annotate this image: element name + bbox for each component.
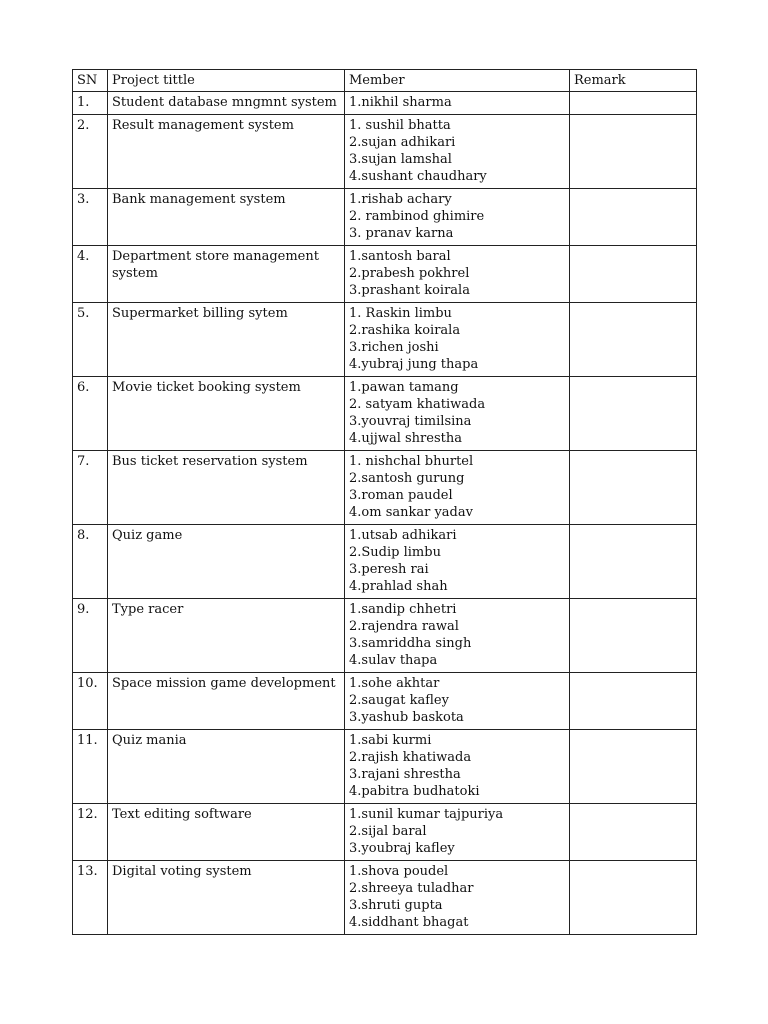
cell-remark bbox=[570, 246, 697, 303]
cell-members bbox=[345, 189, 570, 246]
cell-members bbox=[345, 92, 570, 115]
member-name: 3.richen joshi bbox=[349, 340, 439, 355]
member-name: 1. sushil bhatta bbox=[349, 118, 451, 133]
member-name: 3.roman paudel bbox=[349, 488, 453, 503]
member-name: 4.om sankar yadav bbox=[349, 505, 473, 520]
cell-sn: 5. bbox=[73, 303, 108, 377]
member-name: 2.sijal baral bbox=[349, 824, 427, 839]
header-sn: SN bbox=[73, 70, 108, 92]
cell-sn: 6. bbox=[73, 377, 108, 451]
member-name: 3.rajani shrestha bbox=[349, 767, 461, 782]
project-table bbox=[72, 69, 697, 935]
cell-remark bbox=[570, 804, 697, 861]
member-name: 3.prashant koirala bbox=[349, 283, 470, 298]
member-name: 3. pranav karna bbox=[349, 226, 454, 241]
cell-project-title: Space mission game development bbox=[108, 673, 345, 730]
cell-members bbox=[345, 673, 570, 730]
table-header-row bbox=[73, 70, 697, 92]
member-name: 1.utsab adhikari bbox=[349, 528, 457, 543]
member-name: 1. nishchal bhurtel bbox=[349, 454, 474, 469]
table-row bbox=[73, 377, 697, 451]
cell-project-title: Quiz game bbox=[108, 525, 345, 599]
cell-remark bbox=[570, 115, 697, 189]
cell-remark bbox=[570, 525, 697, 599]
table-row bbox=[73, 303, 697, 377]
member-name: 3.yashub baskota bbox=[349, 710, 464, 725]
cell-members bbox=[345, 599, 570, 673]
member-name: 1.sandip chhetri bbox=[349, 602, 457, 617]
member-name: 1.shova poudel bbox=[349, 864, 449, 879]
table-row bbox=[73, 804, 697, 861]
cell-remark bbox=[570, 303, 697, 377]
cell-sn: 12. bbox=[73, 804, 108, 861]
table-row bbox=[73, 525, 697, 599]
member-name: 4.sushant chaudhary bbox=[349, 169, 487, 184]
member-name: 2.Sudip limbu bbox=[349, 545, 441, 560]
cell-project-title: Department store management system bbox=[108, 246, 345, 303]
cell-members bbox=[345, 377, 570, 451]
member-name: 4.pabitra budhatoki bbox=[349, 784, 480, 799]
member-name: 2. rambinod ghimire bbox=[349, 209, 485, 224]
cell-members bbox=[345, 451, 570, 525]
cell-remark bbox=[570, 599, 697, 673]
cell-remark bbox=[570, 377, 697, 451]
header-project-title: Project tittle bbox=[108, 70, 345, 92]
member-name: 3.shruti gupta bbox=[349, 898, 443, 913]
member-name: 1.nikhil sharma bbox=[349, 95, 452, 110]
member-name: 2.prabesh pokhrel bbox=[349, 266, 470, 281]
cell-members bbox=[345, 303, 570, 377]
cell-project-title: Quiz mania bbox=[108, 730, 345, 804]
cell-project-title: Movie ticket booking system bbox=[108, 377, 345, 451]
header-member: Member bbox=[345, 70, 570, 92]
table-row bbox=[73, 189, 697, 246]
cell-project-title: Bank management system bbox=[108, 189, 345, 246]
cell-project-title: Result management system bbox=[108, 115, 345, 189]
cell-sn: 4. bbox=[73, 246, 108, 303]
member-name: 3.youbraj kafley bbox=[349, 841, 455, 856]
table-row bbox=[73, 92, 697, 115]
cell-members bbox=[345, 246, 570, 303]
member-name: 3.sujan lamshal bbox=[349, 152, 452, 167]
cell-sn: 10. bbox=[73, 673, 108, 730]
cell-members bbox=[345, 525, 570, 599]
table-row bbox=[73, 673, 697, 730]
table-row bbox=[73, 730, 697, 804]
member-name: 1.pawan tamang bbox=[349, 380, 459, 395]
member-name: 1.rishab achary bbox=[349, 192, 452, 207]
member-name: 4.siddhant bhagat bbox=[349, 915, 469, 930]
member-name: 3.peresh rai bbox=[349, 562, 429, 577]
cell-project-title: Supermarket billing sytem bbox=[108, 303, 345, 377]
cell-members bbox=[345, 115, 570, 189]
member-name: 2.sujan adhikari bbox=[349, 135, 456, 150]
member-name: 2.santosh gurung bbox=[349, 471, 465, 486]
cell-sn: 7. bbox=[73, 451, 108, 525]
cell-remark bbox=[570, 673, 697, 730]
table-row bbox=[73, 599, 697, 673]
cell-members bbox=[345, 804, 570, 861]
cell-sn: 9. bbox=[73, 599, 108, 673]
table-row bbox=[73, 115, 697, 189]
table-row bbox=[73, 861, 697, 935]
header-remark: Remark bbox=[570, 70, 697, 92]
member-name: 1.sohe akhtar bbox=[349, 676, 440, 691]
cell-sn: 3. bbox=[73, 189, 108, 246]
member-name: 2.rajendra rawal bbox=[349, 619, 459, 634]
cell-members bbox=[345, 861, 570, 935]
member-name: 4.prahlad shah bbox=[349, 579, 448, 594]
member-name: 1.santosh baral bbox=[349, 249, 451, 264]
member-name: 3.samriddha singh bbox=[349, 636, 472, 651]
cell-project-title: Digital voting system bbox=[108, 861, 345, 935]
cell-project-title: Student database mngmnt system bbox=[108, 92, 345, 115]
cell-sn: 11. bbox=[73, 730, 108, 804]
cell-sn: 8. bbox=[73, 525, 108, 599]
cell-remark bbox=[570, 730, 697, 804]
member-name: 4.yubraj jung thapa bbox=[349, 357, 479, 372]
table-body bbox=[73, 92, 697, 935]
cell-project-title: Type racer bbox=[108, 599, 345, 673]
cell-sn: 1. bbox=[73, 92, 108, 115]
table-row bbox=[73, 451, 697, 525]
cell-remark bbox=[570, 92, 697, 115]
member-name: 4.sulav thapa bbox=[349, 653, 438, 668]
cell-sn: 13. bbox=[73, 861, 108, 935]
member-name: 2. satyam khatiwada bbox=[349, 397, 486, 412]
member-name: 2.rashika koirala bbox=[349, 323, 461, 338]
member-name: 1. Raskin limbu bbox=[349, 306, 452, 321]
cell-remark bbox=[570, 189, 697, 246]
member-name: 2.shreeya tuladhar bbox=[349, 881, 474, 896]
cell-project-title: Bus ticket reservation system bbox=[108, 451, 345, 525]
cell-remark bbox=[570, 861, 697, 935]
cell-project-title: Text editing software bbox=[108, 804, 345, 861]
member-name: 1.sunil kumar tajpuriya bbox=[349, 807, 504, 822]
member-name: 3.youvraj timilsina bbox=[349, 414, 472, 429]
member-name: 1.sabi kurmi bbox=[349, 733, 432, 748]
cell-remark bbox=[570, 451, 697, 525]
member-name: 2.saugat kafley bbox=[349, 693, 449, 708]
member-name: 2.rajish khatiwada bbox=[349, 750, 472, 765]
cell-members bbox=[345, 730, 570, 804]
member-name: 4.ujjwal shrestha bbox=[349, 431, 462, 446]
table-row bbox=[73, 246, 697, 303]
cell-sn: 2. bbox=[73, 115, 108, 189]
